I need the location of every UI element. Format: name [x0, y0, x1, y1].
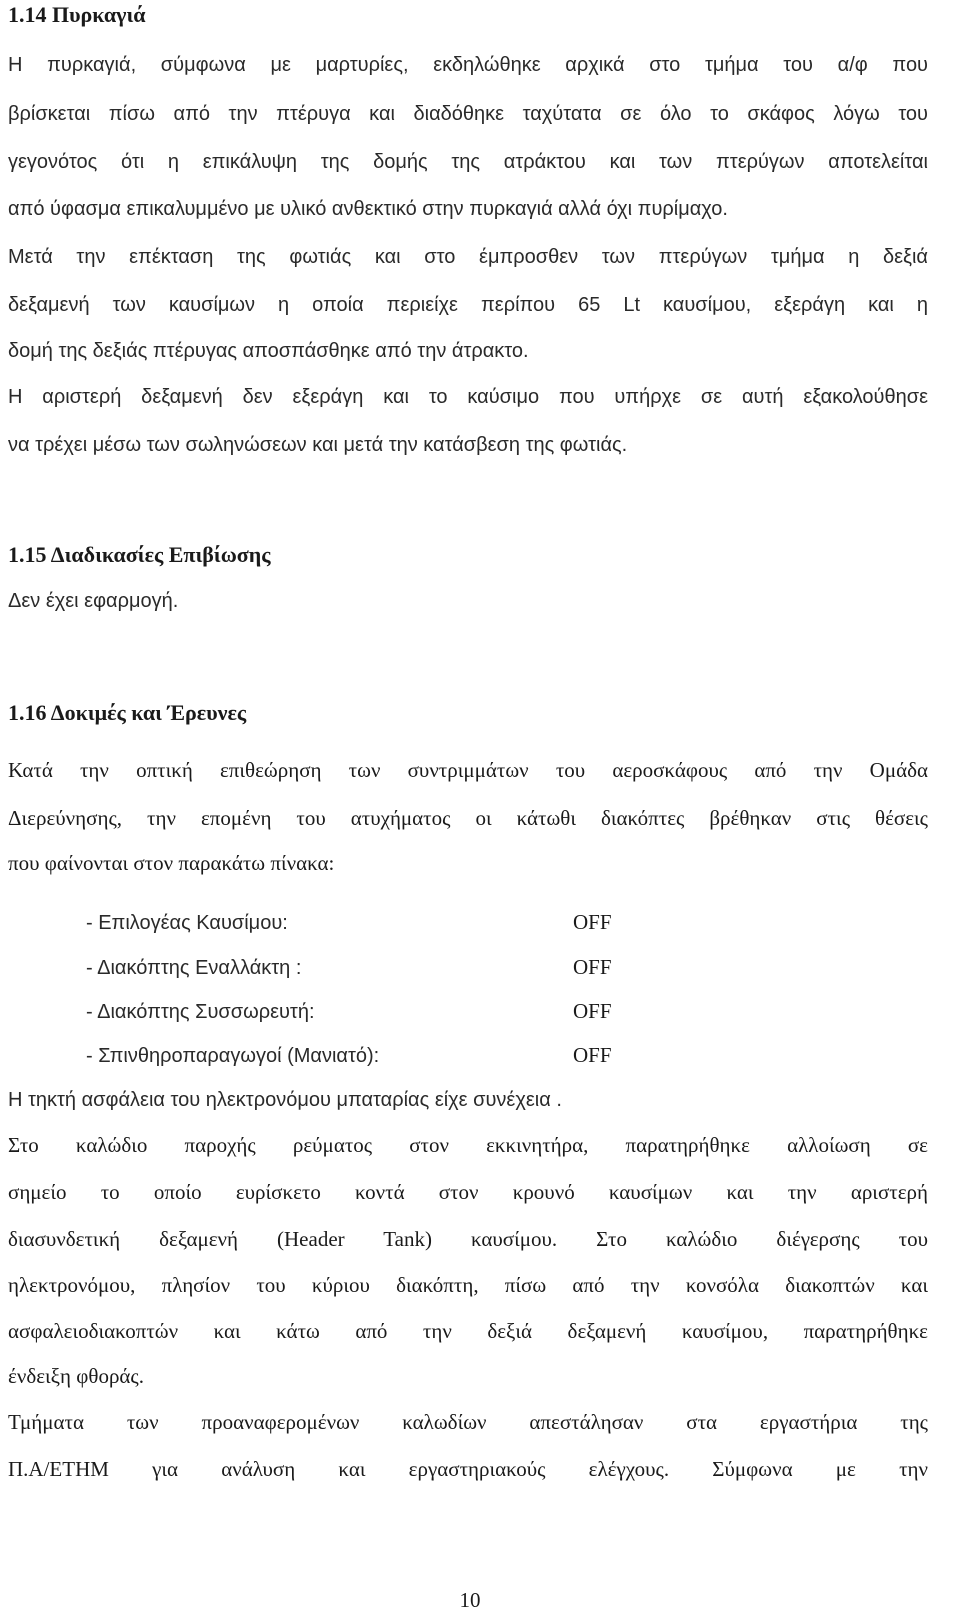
survival-text: Δεν έχει εφαρμογή.	[8, 590, 179, 612]
switch-value: OFF	[573, 955, 612, 979]
fuse-line: Η τηκτή ασφάλεια του ηλεκτρονόμου μπαταρίας είχε συνέχεια .	[8, 1089, 562, 1111]
paragraph-line: δομή της δεξιάς πτέρυγας αποσπάσθηκε από την άτρακτο.	[8, 340, 529, 362]
paragraph-line: Διερεύνησης, την επομένη του ατυχήματος οι κάτωθι διακόπτες βρέθηκαν στις θέσεις	[8, 806, 928, 830]
paragraph-line: να τρέχει μέσω των σωληνώσεων και μετά την κατάσβεση της φωτιάς.	[8, 434, 628, 456]
section-heading-survival: 1.15 Διαδικασίες Επιβίωσης	[8, 542, 271, 567]
paragraph-line: Τμήματα των προαναφερομένων καλωδίων απεστάλησαν στα εργαστήρια της	[8, 1410, 928, 1434]
switch-row	[86, 910, 646, 935]
switch-value: OFF	[573, 1043, 612, 1067]
page-number: 10	[459, 1588, 481, 1612]
switch-row	[86, 1043, 646, 1068]
paragraph-line: από ύφασμα επικαλυμμένο με υλικό ανθεκτικό στην πυρκαγιά αλλά όχι πυρίμαχο.	[8, 198, 728, 220]
paragraph-line: Π.Α/ΕΤΗΜ για ανάλυση και εργαστηριακούς ελέγχους. Σύμφωνα με την	[8, 1457, 928, 1481]
paragraph-line: σημείο το οποίο ευρίσκετο κοντά στον κρουνό καυσίμων και την αριστερή	[8, 1180, 928, 1204]
switch-label: - Διακόπτης Εναλλάκτη :	[86, 957, 302, 979]
paragraph-line: δεξαμενή των καυσίμων η οποία περιείχε περίπου 65 Lt καυσίμου, εξεράγη και η	[8, 294, 928, 316]
paragraph-line: ένδειξη φθοράς.	[8, 1364, 144, 1388]
switch-row	[86, 999, 646, 1024]
paragraph-line: Μετά την επέκταση της φωτιάς και στο έμπροσθεν των πτερύγων τμήμα η δεξιά	[8, 246, 928, 268]
section-heading-fire: 1.14 Πυρκαγιά	[8, 2, 146, 27]
switch-label: - Σπινθηροπαραγωγοί (Μανιατό):	[86, 1045, 380, 1067]
switch-label: - Επιλογέας Καυσίμου:	[86, 912, 288, 934]
paragraph-line: που φαίνονται στον παρακάτω πίνακα:	[8, 851, 335, 875]
section-heading-tests: 1.16 Δοκιμές και Έρευνες	[8, 700, 247, 725]
switch-value: OFF	[573, 999, 612, 1023]
paragraph-line: ηλεκτρονόμου, πλησίον του κύριου διακόπτη, πίσω από την κονσόλα διακοπτών και	[8, 1273, 928, 1297]
switch-row	[86, 955, 646, 980]
paragraph-line: διασυνδετική δεξαμενή (Header Tank) καυσίμου. Στο καλώδιο διέγερσης του	[8, 1227, 928, 1251]
paragraph-line: βρίσκεται πίσω από την πτέρυγα και διαδόθηκε ταχύτατα σε όλο το σκάφος λόγω του	[8, 103, 928, 125]
switch-label: - Διακόπτης Συσσωρευτή:	[86, 1001, 315, 1023]
paragraph-line: Η αριστερή δεξαμενή δεν εξεράγη και το καύσιμο που υπήρχε σε αυτή εξακολούθησε	[8, 386, 928, 408]
switch-value: OFF	[573, 910, 612, 934]
paragraph-line: γεγονότος ότι η επικάλυψη της δομής της ατράκτου και των πτερύγων αποτελείται	[8, 151, 928, 173]
paragraph-line: Η πυρκαγιά, σύμφωνα με μαρτυρίες, εκδηλώθηκε αρχικά στο τμήμα του α/φ που	[8, 54, 928, 76]
paragraph-line: ασφαλειοδιακοπτών και κάτω από την δεξιά δεξαμενή καυσίμου, παρατηρήθηκε	[8, 1319, 928, 1343]
paragraph-line: Στο καλώδιο παροχής ρεύματος στον εκκινητήρα, παρατηρήθηκε αλλοίωση σε	[8, 1133, 928, 1157]
paragraph-line: Κατά την οπτική επιθεώρηση των συντριμμάτων του αεροσκάφους από την Ομάδα	[8, 758, 928, 782]
